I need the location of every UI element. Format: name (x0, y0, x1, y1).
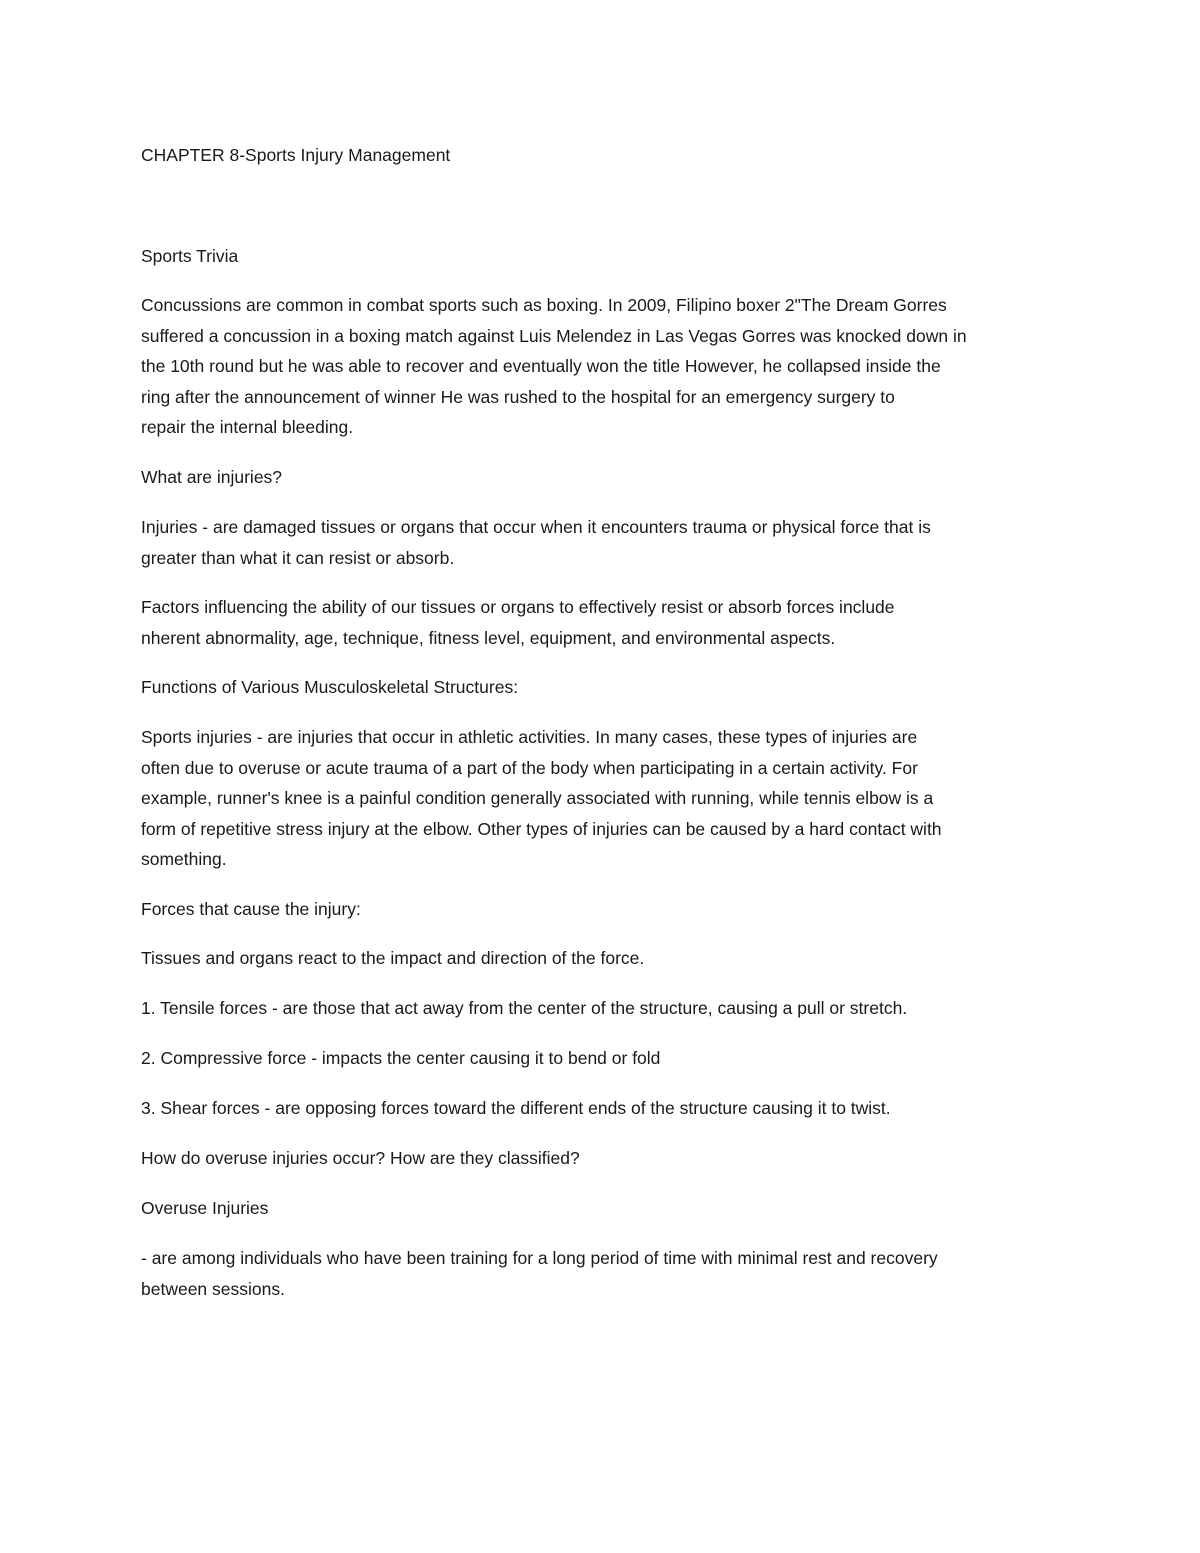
trivia-paragraph (141, 290, 1066, 443)
functions-heading-text: Functions of Various Musculoskeletal Structures: (141, 677, 519, 697)
sports-injuries-line: form of repetitive stress injury at the elbow. Other types of injuries can be caused by a hard contact with (141, 818, 942, 839)
injuries-definition-line: greater than what it can resist or absorb. (141, 547, 455, 568)
trivia-line: suffered a concussion in a boxing match against Luis Melendez in Las Vegas Gorres was knocked down in (141, 325, 967, 346)
compressive-force-item (141, 1043, 1066, 1074)
forces-heading-text: Forces that cause the injury: (141, 899, 361, 919)
overuse-injuries-paragraph (141, 1243, 1066, 1304)
forces-heading (141, 894, 1066, 925)
what-are-injuries-heading (141, 462, 1066, 493)
factors-paragraph (141, 592, 1066, 653)
injuries-definition-paragraph (141, 512, 1066, 573)
tensile-forces-item (141, 993, 1066, 1024)
compressive-force-text: 2. Compressive force - impacts the center causing it to bend or fold (141, 1048, 661, 1068)
shear-forces-text: 3. Shear forces - are opposing forces toward the different ends of the structure causing it to twist. (141, 1098, 891, 1118)
sports-injuries-paragraph (141, 722, 1066, 875)
sports-trivia-heading (141, 241, 1066, 272)
sports-trivia-heading-text: Sports Trivia (141, 246, 239, 266)
sports-injuries-line: example, runner's knee is a painful condition generally associated with running, while tennis elbow is a (141, 788, 934, 808)
tensile-forces-text: 1. Tensile forces - are those that act away from the center of the structure, causing a pull or stretch. (141, 998, 908, 1018)
tissues-react-text: Tissues and organs react to the impact and direction of the force. (141, 948, 645, 968)
overuse-question (141, 1143, 1066, 1174)
overuse-injuries-heading (141, 1193, 1066, 1224)
trivia-line: the 10th round but he was able to recover and eventually won the title However, he collapsed inside the (141, 356, 941, 376)
overuse-injuries-line: between sessions. (141, 1278, 285, 1299)
overuse-question-text: How do overuse injuries occur? How are they classified? (141, 1148, 580, 1168)
chapter-title (141, 140, 1066, 171)
factors-line: Factors influencing the ability of our tissues or organs to effectively resist or absorb forces include (141, 597, 895, 617)
trivia-line: repair the internal bleeding. (141, 417, 354, 437)
tissues-react-paragraph (141, 943, 1066, 974)
shear-forces-item (141, 1093, 1066, 1124)
what-are-injuries-text: What are injuries? (141, 467, 283, 487)
sports-injuries-line: often due to overuse or acute trauma of a part of the body when participating in a certain activity. For (141, 757, 918, 778)
sports-injuries-line: something. (141, 849, 227, 869)
injuries-definition-line: Injuries - are damaged tissues or organs that occur when it encounters trauma or physical force that is (141, 517, 931, 537)
overuse-injuries-heading-text: Overuse Injuries (141, 1198, 269, 1218)
overuse-injuries-line: - are among individuals who have been training for a long period of time with minimal rest and recovery (141, 1248, 938, 1268)
trivia-line: ring after the announcement of winner He was rushed to the hospital for an emergency surgery to (141, 386, 895, 407)
trivia-line: Concussions are common in combat sports such as boxing. In 2009, Filipino boxer 2"The Dream Gorres (141, 295, 947, 315)
functions-heading (141, 672, 1066, 703)
factors-line: nherent abnormality, age, technique, fitness level, equipment, and environmental aspects. (141, 627, 836, 648)
sports-injuries-line: Sports injuries - are injuries that occur in athletic activities. In many cases, these types of injuries are (141, 727, 918, 747)
chapter-title-text: CHAPTER 8-Sports Injury Management (141, 145, 451, 165)
